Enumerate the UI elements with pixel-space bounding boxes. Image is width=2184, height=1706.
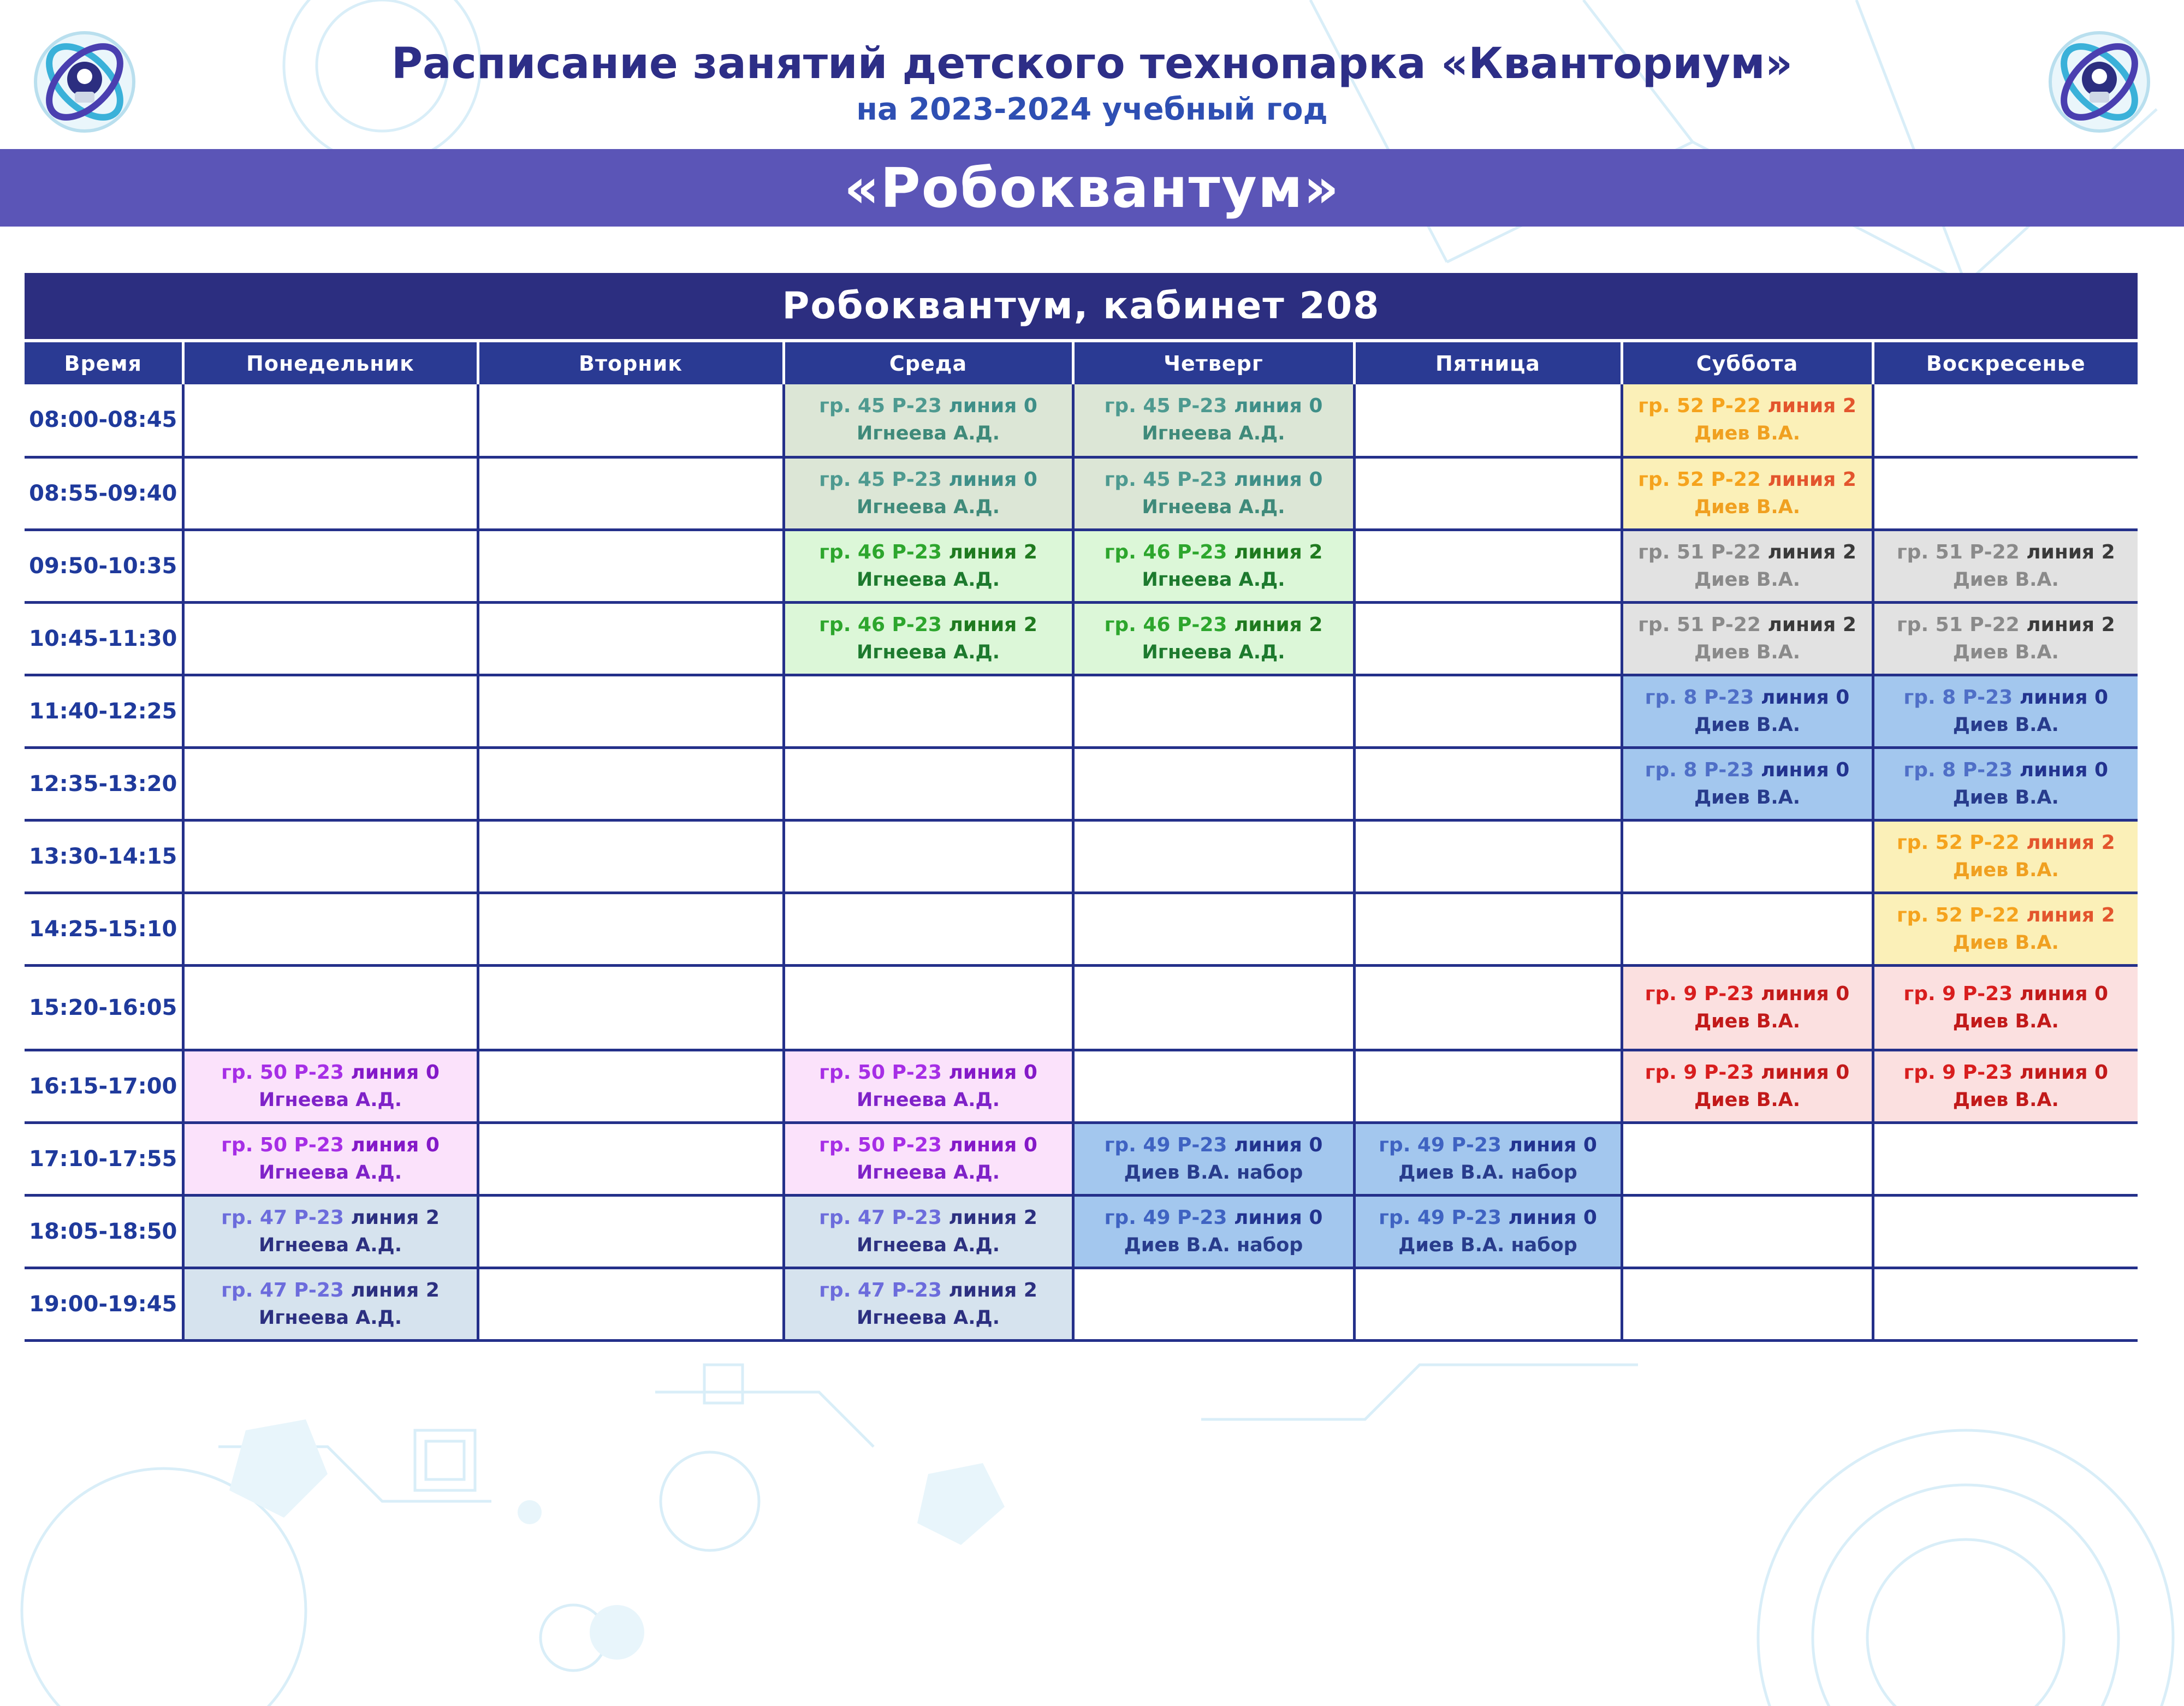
empty-cell: [478, 1268, 784, 1340]
day-column-header: Вторник: [478, 342, 784, 384]
time-slot-cell: 19:00-19:45: [25, 1268, 183, 1340]
teacher-name: Игнеева А.Д.: [1142, 641, 1285, 663]
group-code: гр. 9 Р-23: [1645, 1061, 1761, 1084]
class-session-cell: [1622, 530, 1873, 602]
track-label: линия 2: [1767, 468, 1856, 491]
class-session-cell: [1873, 965, 2138, 1050]
empty-cell: [1354, 602, 1622, 675]
schedule-row: [25, 675, 2138, 747]
class-session-cell: [1622, 747, 1873, 820]
group-label: [1874, 1059, 2138, 1086]
group-code: гр. 8 Р-23: [1645, 758, 1761, 781]
group-label: [1874, 757, 2138, 784]
track-label: линия 2: [2026, 903, 2115, 926]
empty-cell: [784, 675, 1073, 747]
group-label: [1874, 902, 2138, 929]
teacher-name: Диев В.А. набор: [1124, 1161, 1303, 1184]
group-label: [1874, 684, 2138, 711]
group-label: [1623, 611, 1872, 639]
empty-cell: [478, 1122, 784, 1195]
group-label: [785, 393, 1072, 420]
teacher-name: Игнеева А.Д.: [856, 568, 1000, 591]
track-label: линия 0: [2019, 1061, 2109, 1084]
group-code: гр. 9 Р-23: [1903, 1061, 2020, 1084]
schedule-row: [25, 1268, 2138, 1340]
empty-cell: [478, 1195, 784, 1268]
group-label: [1075, 1204, 1353, 1232]
teacher-name: Диев В.А.: [1694, 714, 1801, 736]
empty-cell: [1354, 893, 1622, 965]
class-session-cell: [1073, 1122, 1354, 1195]
teacher-name: Игнеева А.Д.: [258, 1089, 402, 1111]
track-label: линия 2: [351, 1279, 440, 1301]
teacher-name: Игнеева А.Д.: [258, 1161, 402, 1184]
group-code: гр. 47 Р-23: [819, 1206, 949, 1229]
teacher-name: Диев В.А.: [1694, 1010, 1801, 1032]
empty-cell: [478, 747, 784, 820]
time-slot-cell: 12:35-13:20: [25, 747, 183, 820]
track-label: линия 2: [2026, 831, 2115, 854]
empty-cell: [784, 747, 1073, 820]
teacher-name: Диев В.А. набор: [1398, 1234, 1577, 1256]
track-label: линия 2: [948, 540, 1037, 563]
class-session-cell: [1073, 384, 1354, 457]
empty-cell: [1354, 675, 1622, 747]
empty-cell: [478, 457, 784, 530]
track-label: линия 0: [1508, 1133, 1597, 1156]
group-code: гр. 50 Р-23: [221, 1133, 351, 1156]
group-label: [785, 1277, 1072, 1304]
teacher-name: Диев В.А.: [1952, 1089, 2059, 1111]
track-label: линия 0: [2019, 982, 2109, 1005]
schedule-row: [25, 457, 2138, 530]
teacher-name: Диев В.А.: [1952, 641, 2059, 663]
group-code: гр. 8 Р-23: [1903, 758, 2020, 781]
empty-cell: [478, 893, 784, 965]
class-session-cell: [183, 1195, 478, 1268]
day-column-header: Пятница: [1354, 342, 1622, 384]
teacher-name: Диев В.А.: [1694, 496, 1801, 518]
teacher-name: Игнеева А.Д.: [1142, 496, 1285, 518]
group-label: [185, 1132, 477, 1159]
class-session-cell: [784, 530, 1073, 602]
group-label: [1623, 684, 1872, 711]
group-code: гр. 9 Р-23: [1903, 982, 2020, 1005]
group-label: [785, 539, 1072, 566]
track-label: линия 0: [1233, 1206, 1323, 1229]
empty-cell: [478, 384, 784, 457]
empty-cell: [1073, 675, 1354, 747]
track-label: линия 2: [1767, 613, 1856, 636]
schedule-row: [25, 820, 2138, 893]
time-slot-cell: 10:45-11:30: [25, 602, 183, 675]
track-label: линия 2: [1233, 613, 1323, 636]
page-subtitle: на 2023-2024 учебный год: [856, 92, 1328, 127]
class-session-cell: [1622, 384, 1873, 457]
track-label: линия 0: [351, 1133, 440, 1156]
schedule-table-container: [25, 273, 2138, 1359]
group-code: гр. 51 Р-22: [1638, 540, 1768, 563]
empty-cell: [1354, 457, 1622, 530]
group-label: [185, 1059, 477, 1086]
empty-cell: [183, 602, 478, 675]
group-code: гр. 49 Р-23: [1379, 1133, 1509, 1156]
class-session-cell: [1073, 602, 1354, 675]
class-session-cell: [784, 384, 1073, 457]
empty-cell: [1873, 457, 2138, 530]
track-label: линия 0: [948, 468, 1037, 491]
day-column-header: Среда: [784, 342, 1073, 384]
group-code: гр. 50 Р-23: [819, 1133, 949, 1156]
time-slot-cell: 11:40-12:25: [25, 675, 183, 747]
day-column-header: Воскресенье: [1873, 342, 2138, 384]
teacher-name: Диев В.А.: [1952, 568, 2059, 591]
teacher-name: Диев В.А. набор: [1398, 1161, 1577, 1184]
class-session-cell: [1622, 602, 1873, 675]
class-session-cell: [1073, 457, 1354, 530]
class-session-cell: [1354, 1122, 1622, 1195]
time-slot-cell: 14:25-15:10: [25, 893, 183, 965]
teacher-name: Игнеева А.Д.: [856, 1089, 1000, 1111]
class-session-cell: [1622, 965, 1873, 1050]
track-label: линия 0: [2019, 758, 2109, 781]
empty-cell: [1873, 1122, 2138, 1195]
group-label: [1623, 1059, 1872, 1086]
class-session-cell: [183, 1050, 478, 1122]
group-code: гр. 46 Р-23: [819, 540, 949, 563]
empty-cell: [1873, 384, 2138, 457]
group-label: [185, 1277, 477, 1304]
track-label: линия 2: [1767, 395, 1856, 418]
empty-cell: [478, 602, 784, 675]
group-code: гр. 47 Р-23: [221, 1206, 351, 1229]
empty-cell: [183, 384, 478, 457]
schedule-row: [25, 747, 2138, 820]
empty-cell: [1073, 820, 1354, 893]
group-label: [1356, 1204, 1621, 1232]
teacher-name: Диев В.А.: [1952, 931, 2059, 954]
teacher-name: Диев В.А.: [1694, 1089, 1801, 1111]
empty-cell: [478, 675, 784, 747]
group-label: [185, 1204, 477, 1232]
track-label: линия 0: [1233, 1133, 1323, 1156]
track-label: линия 0: [1760, 982, 1850, 1005]
group-label: [1623, 757, 1872, 784]
track-label: линия 0: [1760, 686, 1850, 709]
time-slot-cell: 09:50-10:35: [25, 530, 183, 602]
group-label: [785, 1132, 1072, 1159]
group-code: гр. 46 Р-23: [1104, 613, 1234, 636]
track-label: линия 0: [1508, 1206, 1597, 1229]
empty-cell: [1073, 1050, 1354, 1122]
empty-cell: [1354, 1268, 1622, 1340]
group-code: гр. 52 Р-22: [1896, 903, 2027, 926]
time-slot-cell: 16:15-17:00: [25, 1050, 183, 1122]
day-column-header: Понедельник: [183, 342, 478, 384]
group-code: гр. 46 Р-23: [1104, 540, 1234, 563]
group-code: гр. 47 Р-23: [221, 1279, 351, 1301]
empty-cell: [784, 820, 1073, 893]
class-session-cell: [784, 1195, 1073, 1268]
empty-cell: [1622, 1268, 1873, 1340]
class-session-cell: [1873, 820, 2138, 893]
teacher-name: Игнеева А.Д.: [856, 641, 1000, 663]
track-label: линия 0: [948, 395, 1037, 418]
teacher-name: Игнеева А.Д.: [856, 1234, 1000, 1256]
empty-cell: [183, 747, 478, 820]
teacher-name: Игнеева А.Д.: [856, 423, 1000, 445]
group-label: [1874, 829, 2138, 857]
schedule-row: [25, 384, 2138, 457]
group-code: гр. 49 Р-23: [1379, 1206, 1509, 1229]
class-session-cell: [1873, 1050, 2138, 1122]
teacher-name: Диев В.А.: [1694, 568, 1801, 591]
teacher-name: Диев В.А.: [1694, 786, 1801, 809]
group-label: [1075, 1132, 1353, 1159]
time-slot-cell: 15:20-16:05: [25, 965, 183, 1050]
schedule-row: [25, 530, 2138, 602]
teacher-name: Игнеева А.Д.: [856, 1161, 1000, 1184]
track-label: линия 0: [1233, 395, 1323, 418]
day-column-header: Суббота: [1622, 342, 1873, 384]
empty-cell: [183, 457, 478, 530]
class-session-cell: [1622, 457, 1873, 530]
group-label: [1075, 611, 1353, 639]
class-session-cell: [1873, 602, 2138, 675]
time-slot-cell: 17:10-17:55: [25, 1122, 183, 1195]
weekday-header-row: [25, 342, 2138, 384]
empty-cell: [183, 965, 478, 1050]
time-column-header: Время: [25, 342, 183, 384]
time-slot-cell: 13:30-14:15: [25, 820, 183, 893]
group-code: гр. 50 Р-23: [221, 1061, 351, 1084]
group-label: [1075, 466, 1353, 494]
group-label: [1356, 1132, 1621, 1159]
track-label: линия 2: [948, 1279, 1037, 1301]
time-slot-cell: 08:55-09:40: [25, 457, 183, 530]
empty-cell: [1073, 747, 1354, 820]
group-code: гр. 8 Р-23: [1645, 686, 1761, 709]
schedule-row: [25, 893, 2138, 965]
class-session-cell: [1873, 747, 2138, 820]
empty-cell: [183, 530, 478, 602]
class-session-cell: [784, 1122, 1073, 1195]
empty-cell: [1622, 893, 1873, 965]
track-label: линия 0: [1760, 1061, 1850, 1084]
class-session-cell: [784, 1268, 1073, 1340]
schedule-row: [25, 602, 2138, 675]
empty-cell: [478, 965, 784, 1050]
empty-cell: [1354, 747, 1622, 820]
class-session-cell: [1873, 530, 2138, 602]
empty-cell: [1073, 1268, 1354, 1340]
group-label: [1874, 980, 2138, 1008]
track-label: линия 2: [1767, 540, 1856, 563]
empty-cell: [183, 675, 478, 747]
track-label: линия 0: [1760, 758, 1850, 781]
group-label: [785, 611, 1072, 639]
group-label: [1075, 539, 1353, 566]
teacher-name: Диев В.А.: [1952, 859, 2059, 881]
group-code: гр. 50 Р-23: [819, 1061, 949, 1084]
quantum-banner: [0, 149, 2184, 227]
group-label: [785, 466, 1072, 494]
teacher-name: Диев В.А.: [1694, 641, 1801, 663]
group-code: гр. 46 Р-23: [819, 613, 949, 636]
class-session-cell: [784, 1050, 1073, 1122]
teacher-name: Диев В.А.: [1952, 786, 2059, 809]
group-code: гр. 52 Р-22: [1896, 831, 2027, 854]
empty-cell: [1354, 965, 1622, 1050]
schedule-title: Робоквантум, кабинет 208: [25, 273, 2138, 342]
empty-cell: [1073, 965, 1354, 1050]
empty-cell: [1073, 893, 1354, 965]
group-label: [785, 1204, 1072, 1232]
track-label: линия 2: [948, 613, 1037, 636]
teacher-name: Диев В.А.: [1694, 423, 1801, 445]
group-code: гр. 51 Р-22: [1896, 540, 2027, 563]
teacher-name: Игнеева А.Д.: [1142, 423, 1285, 445]
group-code: гр. 45 Р-23: [1104, 395, 1234, 418]
empty-cell: [784, 965, 1073, 1050]
group-label: [1623, 393, 1872, 420]
empty-cell: [478, 1050, 784, 1122]
page-title: Расписание занятий детского технопарка «Кванториум»: [391, 39, 1793, 88]
group-code: гр. 49 Р-23: [1104, 1133, 1234, 1156]
group-code: гр. 8 Р-23: [1903, 686, 2020, 709]
teacher-name: Диев В.А.: [1952, 714, 2059, 736]
class-session-cell: [1073, 530, 1354, 602]
class-session-cell: [1873, 675, 2138, 747]
empty-cell: [1354, 1050, 1622, 1122]
track-label: линия 0: [351, 1061, 440, 1084]
track-label: линия 0: [948, 1061, 1037, 1084]
group-code: гр. 52 Р-22: [1638, 468, 1768, 491]
empty-cell: [784, 893, 1073, 965]
class-session-cell: [1873, 893, 2138, 965]
group-code: гр. 45 Р-23: [819, 468, 949, 491]
track-label: линия 0: [1233, 468, 1323, 491]
teacher-name: Игнеева А.Д.: [856, 496, 1000, 518]
group-code: гр. 47 Р-23: [819, 1279, 949, 1301]
track-label: линия 2: [1233, 540, 1323, 563]
empty-cell: [1622, 1122, 1873, 1195]
group-label: [1623, 980, 1872, 1008]
group-label: [1874, 611, 2138, 639]
class-session-cell: [183, 1268, 478, 1340]
track-label: линия 2: [351, 1206, 440, 1229]
time-slot-cell: 18:05-18:50: [25, 1195, 183, 1268]
empty-cell: [1354, 820, 1622, 893]
class-session-cell: [183, 1122, 478, 1195]
group-code: гр. 45 Р-23: [819, 395, 949, 418]
schedule-row: [25, 1122, 2138, 1195]
time-slot-cell: 08:00-08:45: [25, 384, 183, 457]
schedule-row: [25, 965, 2138, 1050]
track-label: линия 2: [948, 1206, 1037, 1229]
empty-cell: [1622, 820, 1873, 893]
schedule-row: [25, 1195, 2138, 1268]
teacher-name: Игнеева А.Д.: [258, 1234, 402, 1256]
group-label: [1623, 539, 1872, 566]
track-label: линия 0: [948, 1133, 1037, 1156]
class-session-cell: [1622, 675, 1873, 747]
group-code: гр. 49 Р-23: [1104, 1206, 1234, 1229]
group-code: гр. 51 Р-22: [1638, 613, 1768, 636]
teacher-name: Диев В.А. набор: [1124, 1234, 1303, 1256]
empty-cell: [183, 820, 478, 893]
group-code: гр. 51 Р-22: [1896, 613, 2027, 636]
class-session-cell: [784, 457, 1073, 530]
group-code: гр. 45 Р-23: [1104, 468, 1234, 491]
group-code: гр. 52 Р-22: [1638, 395, 1768, 418]
empty-cell: [1354, 384, 1622, 457]
schedule-row: [25, 1050, 2138, 1122]
class-session-cell: [1073, 1195, 1354, 1268]
group-label: [1874, 539, 2138, 566]
day-column-header: Четверг: [1073, 342, 1354, 384]
track-label: линия 0: [2019, 686, 2109, 709]
teacher-name: Игнеева А.Д.: [1142, 568, 1285, 591]
empty-cell: [183, 893, 478, 965]
empty-cell: [1622, 1195, 1873, 1268]
teacher-name: Диев В.А.: [1952, 1010, 2059, 1032]
empty-cell: [1873, 1195, 2138, 1268]
empty-cell: [1354, 530, 1622, 602]
schedule-table: [25, 342, 2138, 1342]
empty-cell: [478, 820, 784, 893]
class-session-cell: [1622, 1050, 1873, 1122]
banner-title: «Робоквантум»: [844, 156, 1340, 220]
group-label: [785, 1059, 1072, 1086]
empty-cell: [478, 530, 784, 602]
group-label: [1075, 393, 1353, 420]
class-session-cell: [1354, 1195, 1622, 1268]
track-label: линия 2: [2026, 613, 2115, 636]
teacher-name: Игнеева А.Д.: [856, 1306, 1000, 1329]
empty-cell: [1873, 1268, 2138, 1340]
class-session-cell: [784, 602, 1073, 675]
group-code: гр. 9 Р-23: [1645, 982, 1761, 1005]
teacher-name: Игнеева А.Д.: [258, 1306, 402, 1329]
group-label: [1623, 466, 1872, 494]
track-label: линия 2: [2026, 540, 2115, 563]
